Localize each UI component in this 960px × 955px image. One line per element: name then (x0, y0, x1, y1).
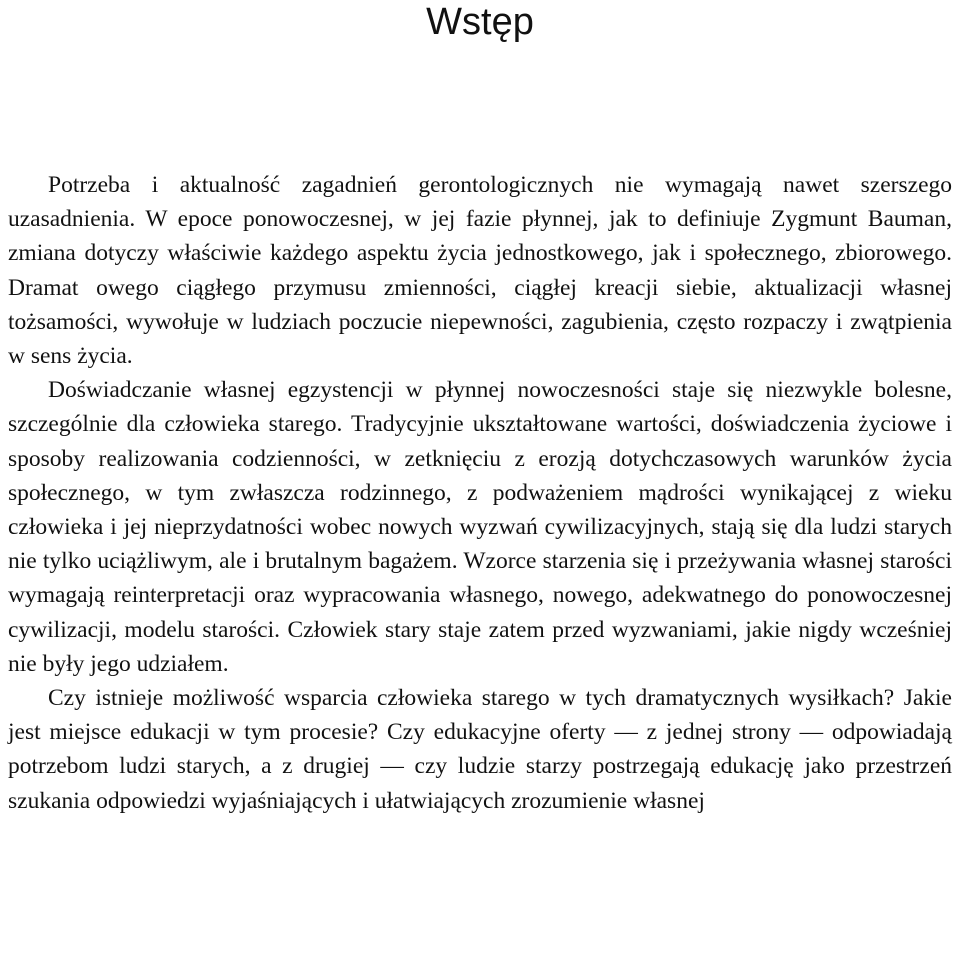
body-text (8, 168, 952, 818)
paragraph-1: Potrzeba i aktualność zagadnień gerontologicznych nie wymagają nawet szerszego uzasadnienia. W epoce ponowoczesnej, w jej fazie płynnej, jak to definiuje Zygmunt Bauman, zmiana dotyczy właściwie każdego aspektu życia jednostkowego, jak i społecznego, zbiorowego. Dramat owego ciągłego przymusu zmienności, ciągłej kreacji siebie, aktualizacji własnej tożsamości, wywołuje w ludziach poczucie niepewności, zagubienia, często rozpaczy i zwątpienia w sens życia. (8, 172, 952, 370)
paragraph-2: Doświadczanie własnej egzystencji w płynnej nowoczesności staje się niezwykle bolesne, szczególnie dla człowieka starego. Tradycyjnie ukształtowane wartości, doświadczenia życiowe i sposoby realizowania codzienności, w zetknięciu z erozją dotychczasowych warunków życia społecznego, w tym zwłaszcza rodzinnego, z podważeniem mądrości wynikającej z wieku człowieka i jej nieprzydatności wobec nowych wyzwań cywilizacyjnych, stają się dla ludzi starych nie tylko uciążliwym, ale i brutalnym bagażem. Wzorce starzenia się i przeżywania własnej starości wymagają reinterpretacji oraz wypracowania własnego, nowego, adekwatnego do ponowoczesnej cywilizacji, modelu starości. Człowiek stary staje zatem przed wyzwaniami, jakie nigdy wcześniej nie były jego udziałem. (8, 377, 952, 677)
paragraph-3: Czy istnieje możliwość wsparcia człowieka starego w tych dramatycznych wysiłkach? Jakie jest miejsce edukacji w tym procesie? Czy edukacyjne oferty — z jednej strony — odpowiadają potrzebom ludzi starych, a z drugiej — czy ludzie starzy postrzegają edukację jako przestrzeń szukania odpowiedzi wyjaśniających i ułatwiających zrozumienie własnej (8, 685, 952, 814)
page-title: Wstęp (426, 1, 534, 43)
